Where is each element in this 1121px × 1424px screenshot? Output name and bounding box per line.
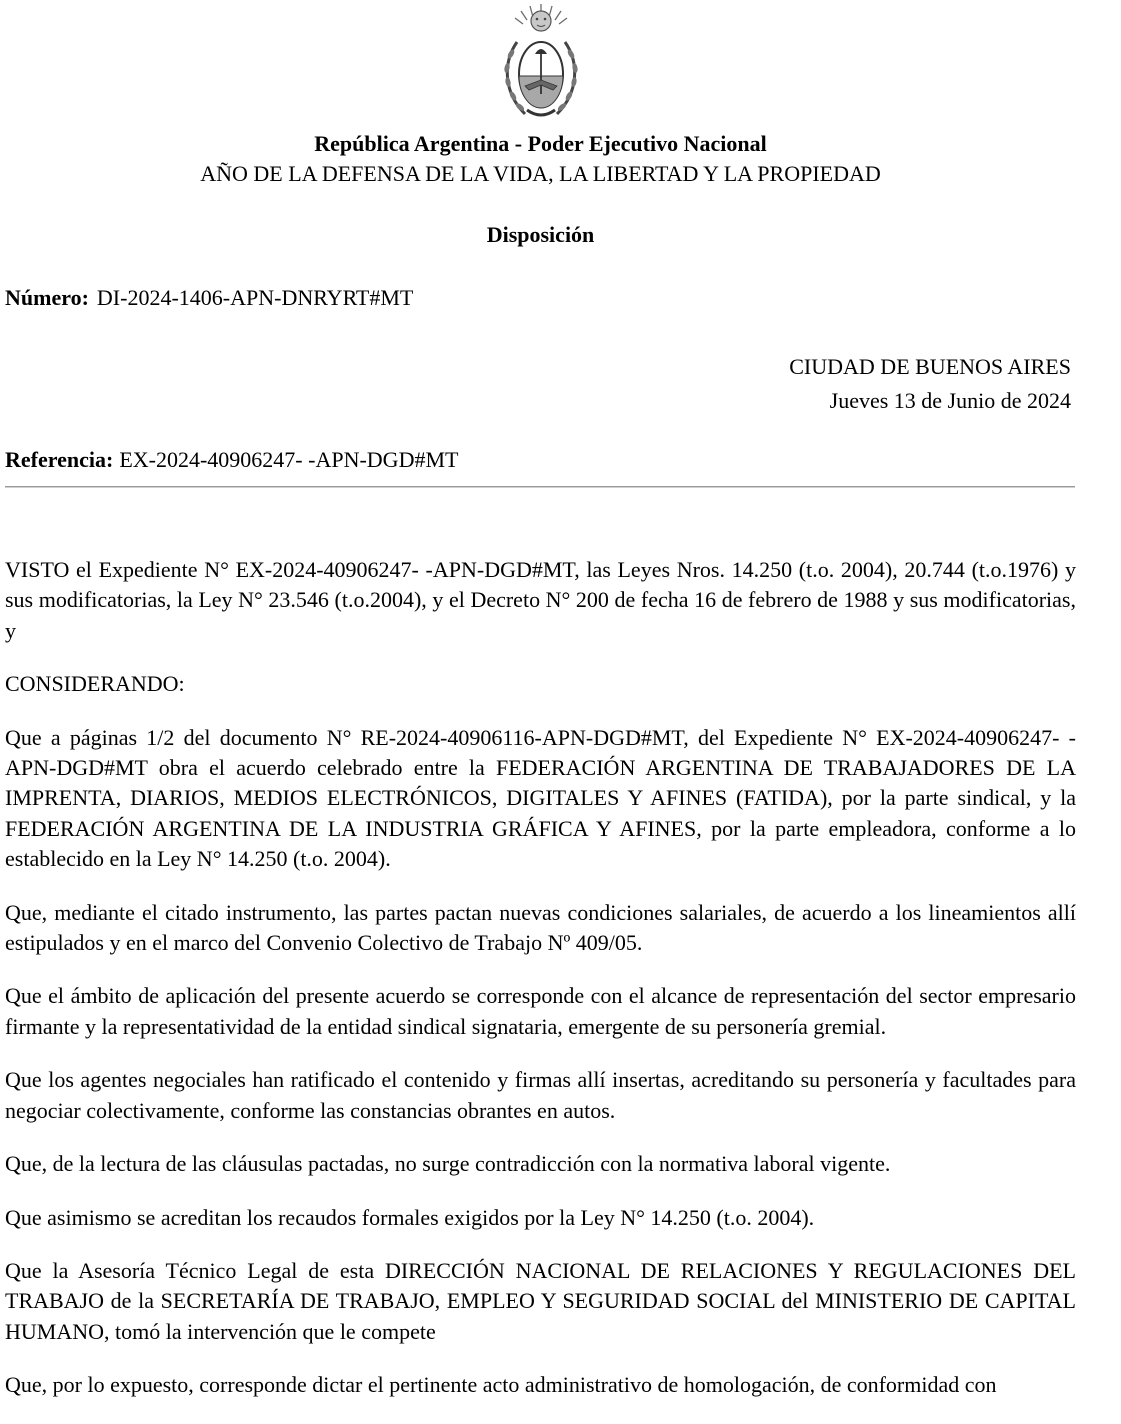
body-paragraph: Que, de la lectura de las cláusulas pactadas, no surge contradicción con la normativa laboral vigente. bbox=[5, 1151, 891, 1177]
body-paragraph-considerando: CONSIDERANDO: bbox=[5, 671, 185, 697]
document-number-label: Número: bbox=[5, 285, 89, 310]
body-paragraph-visto: VISTO el Expediente N° EX-2024-40906247- -APN-DGD#MT, las Leyes Nros. 14.250 (t.o. 2004), 20.744 (t.o.1976) y sus modificatorias, la Ley N° 23.546 (t.o.2004), y el Decreto N° 200 de fecha 16 de febrero de 1988 y sus modificatorias, y bbox=[5, 557, 1076, 643]
body-paragraph: Que los agentes negociales han ratificado el contenido y firmas allí insertas, acreditando su personería y facultades para negociar colectivamente, conforme las constancias obrantes en autos. bbox=[5, 1067, 1076, 1123]
document-reference-value: EX-2024-40906247- -APN-DGD#MT bbox=[119, 447, 459, 472]
document-reference bbox=[5, 446, 458, 474]
body-paragraph: Que asimismo se acreditan los recaudos formales exigidos por la Ley N° 14.250 (t.o. 2004). bbox=[5, 1204, 815, 1230]
body-paragraph: Que a páginas 1/2 del documento N° RE-2024-40906116-APN-DGD#MT, del Expediente N° EX-2024-40906247- -APN-DGD#MT obra el acuerdo celebrado entre la FEDERACIÓN ARGENTINA DE TRABAJADORES DE LA IMPRENTA, DIARIOS, MEDIOS ELECTRÓNICOS, DIGITALES Y AFINES (FATIDA), por la parte sindical, y la FEDERACIÓN ARGENTINA DE LA INDUSTRIA GRÁFICA Y AFINES, por la parte empleadora, conforme a lo establecido en la Ley N° 14.250 (t.o. 2004). bbox=[5, 724, 1076, 872]
document-type-title: Disposición bbox=[486, 222, 595, 247]
document-number-value: DI-2024-1406-APN-DNRYRT#MT bbox=[96, 285, 414, 310]
header-republic-line: República Argentina - Poder Ejecutivo Nacional bbox=[314, 131, 767, 156]
place-and-date bbox=[789, 350, 1071, 418]
document-reference-label: Referencia: bbox=[5, 447, 114, 472]
body-paragraph: Que la Asesoría Técnico Legal de esta DIRECCIÓN NACIONAL DE RELACIONES Y REGULACIONES DEL TRABAJO de la SECRETARÍA DE TRABAJO, EMPLEO Y SEGURIDAD SOCIAL del MINISTERIO DE CAPITAL HUMANO, tomó la intervención que le compete bbox=[5, 1257, 1076, 1344]
document-city: CIUDAD DE BUENOS AIRES bbox=[789, 354, 1071, 379]
body-paragraph: Que, mediante el citado instrumento, las partes pactan nuevas condiciones salariales, de acuerdo a los lineamientos allí estipulados y en el marco del Convenio Colectivo de Trabajo Nº 409/05. bbox=[5, 899, 1076, 956]
body-paragraph: Que, por lo expuesto, corresponde dictar el pertinente acto administrativo de homologación, de conformidad con bbox=[5, 1372, 997, 1398]
argentina-coat-of-arms-icon bbox=[497, 2, 585, 126]
document-number bbox=[5, 284, 413, 312]
body-paragraph: Que el ámbito de aplicación del presente acuerdo se corresponde con el alcance de representación del sector empresario firmante y la representatividad de la entidad sindical signataria, emergente de su personería gremial. bbox=[5, 983, 1076, 1039]
header-year-motto: AÑO DE LA DEFENSA DE LA VIDA, LA LIBERTAD Y LA PROPIEDAD bbox=[200, 161, 881, 186]
header-divider bbox=[5, 486, 1075, 488]
document-body bbox=[5, 555, 1076, 1424]
document-date: Jueves 13 de Junio de 2024 bbox=[829, 388, 1071, 413]
